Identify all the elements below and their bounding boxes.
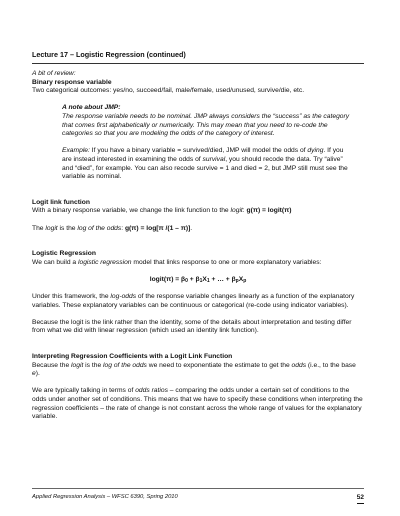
int-text: is the <box>83 361 104 369</box>
int-text: Because the <box>32 361 72 369</box>
formula-part: X <box>238 275 244 283</box>
logit-text: . <box>190 224 193 232</box>
log-odds-phrase: log of the odds <box>77 224 122 232</box>
int-text: we need to exponentiate the estimate to get the <box>146 361 292 369</box>
formula-part: + β <box>187 275 200 283</box>
logit-formula: g(π) = logit(π) <box>246 207 292 215</box>
log-odds-word: log-odds <box>110 293 137 301</box>
lr-text: We can build a <box>32 258 78 266</box>
logistic-regression-heading: Logistic Regression <box>32 250 96 258</box>
logit-link-heading: Logit link function <box>32 198 90 206</box>
review-heading: A bit of review: <box>32 70 76 77</box>
binary-response-text: Two categorical outcomes: yes/no, succeed/fail, male/female, used/unused, survive/die, etc. <box>32 87 305 95</box>
binary-response-heading: Binary response variable <box>32 78 112 86</box>
logistic-regression-text <box>32 259 364 268</box>
logit-text: : <box>121 224 125 232</box>
log-odds-paragraph <box>32 293 364 310</box>
formula-sub: 1 <box>206 277 210 284</box>
int-text: ). <box>35 370 40 378</box>
page-number: 52 <box>357 494 364 504</box>
example-text: . If you are instead interested in examining the odds of <box>62 147 344 163</box>
int-text: – comparing the odds under a certain set of conditions to the odds under another set of conditions. This means that we have to specify these conditions when interpreting the regression coefficients – the rate of change is not constant across the whole range of values for the explanatory variable. <box>32 387 363 421</box>
int-text: We are typically talking in terms of <box>32 387 136 395</box>
logit-text: With a binary response variable, we change the link function to the <box>32 207 231 215</box>
lr-text: of the response variable changes linearly as a function of the explanatory variables. These explanatory variables can be continuous or categorical (re-code using indicator variables). <box>32 293 355 309</box>
logit-definition <box>32 225 364 234</box>
odds-word: odds <box>291 361 307 369</box>
e-word: e <box>32 370 36 378</box>
example-dying: dying <box>307 147 324 155</box>
page-footer: Applied Regression Analysis – WFSC 6390, Spring 2010 <box>32 488 364 502</box>
example-label: Example: <box>62 147 90 155</box>
formula-sub: 0 <box>185 277 188 284</box>
lr-model-phrase: logistic regression <box>77 258 132 266</box>
formula-sub: 1 <box>199 277 203 284</box>
odds-ratios-paragraph <box>32 387 364 421</box>
logit-word: logit <box>230 207 243 215</box>
jmp-note-text: The response variable needs to be nominal. JMP always considers the “success” as the category that comes first alphabetically or numerically. This may mean that you need to re-code the categories so that you are modeling the odds of the category of interest. <box>62 112 350 138</box>
jmp-example-paragraph <box>62 147 352 181</box>
log-odds-phrase: log of the odds <box>103 361 147 369</box>
logistic-regression-formula <box>32 276 364 285</box>
document-body <box>32 70 364 422</box>
example-text: , you should recode the data. Try “alive” and “died”, for example. You can also recode survive = 1 and died = 2, but JMP still must see the variable as nominal. <box>62 155 348 181</box>
int-text: (i.e., to the base <box>306 361 356 369</box>
title-divider <box>32 63 364 64</box>
formula-part: + … + β <box>209 275 236 283</box>
identity-link-paragraph: Because the logit is the link rather than the identity, some of the details about interpretation and testing differ from what we did with linear regression (which used an identity link function). <box>32 318 352 335</box>
example-survival: survival <box>202 155 226 163</box>
page-title: Lecture 17 – Logistic Regression (continued) <box>32 50 186 59</box>
lr-text: model that links response to one or more explanatory variables: <box>131 258 322 266</box>
logit-word: logit <box>45 224 58 232</box>
formula-sub: p <box>243 277 247 284</box>
logit-text: The <box>32 224 46 232</box>
formula-part: X <box>202 275 207 283</box>
log-odds-formula: g(π) = log[π /(1 – π)] <box>124 224 191 232</box>
logit-link-text <box>32 207 364 216</box>
logit-text: : <box>242 207 247 215</box>
jmp-note-block <box>32 104 364 181</box>
example-text: If you have a binary variable = survived/died, JMP will model the odds of <box>89 147 308 155</box>
lr-text: Under this framework, the <box>32 293 111 301</box>
formula-sub: p <box>235 277 239 284</box>
odds-ratios-phrase: odds ratios <box>135 387 168 395</box>
jmp-note-heading: A note about JMP: <box>62 104 121 112</box>
interpreting-heading: Interpreting Regression Coefficients with a Logit Link Function <box>32 353 233 361</box>
formula-part: logit(π) = β <box>149 275 186 283</box>
interpreting-text <box>32 362 364 379</box>
logit-word: logit <box>71 361 84 369</box>
logit-text: is the <box>57 224 78 232</box>
